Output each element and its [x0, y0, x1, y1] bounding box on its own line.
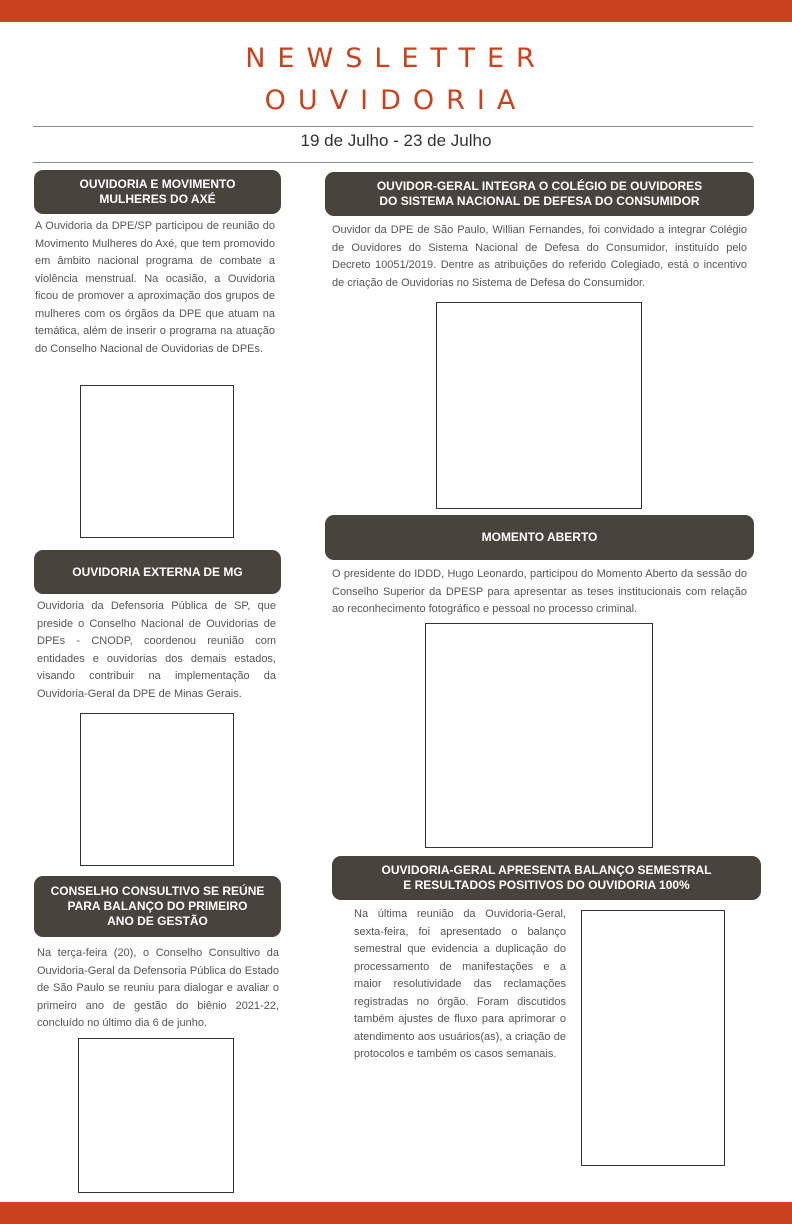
article-body-balanco-semestral: Na última reunião da Ouvidoria-Geral, sexta-feira, foi apresentado o balanço semestral que evidencia a duplicação do processamento de manifestações e a maior resolutividade das reclamações registradas no órgão. Foram discutidos também ajustes de fluxo para aprimorar o atendimento aos usuários(as), a criação de protocolos e também os casos semanais. [354, 908, 566, 1060]
article-photo-momento-aberto [425, 623, 653, 848]
article-body-momento-aberto: O presidente do IDDD, Hugo Leonardo, participou do Momento Aberto da sessão do Conselho Superior da DPESP para apresentar as teses institucionais com relação ao reconhecimento fotográfico e pessoal no processo criminal. [332, 568, 747, 615]
article-heading-momento-aberto: MOMENTO ABERTO [325, 515, 754, 560]
article-photo-mulheres-axe [80, 385, 234, 538]
newsletter-subtitle: ouvidoria [264, 74, 528, 118]
article-heading-ouvidoria-mg: OUVIDORIA EXTERNA DE MG [34, 550, 281, 594]
article-heading-mulheres-axe: OUVIDORIA E MOVIMENTO MULHERES DO AXÉ [34, 170, 281, 214]
article-body-ouvidoria-mg: Ouvidoria da Defensoria Pública de SP, que preside o Conselho Nacional de Ouvidorias de DPEs - CNODP, coordenou reunião com entidades e ouvidorias dos demais estados, visando contribuir na implementação da Ouvidoria-Geral da DPE de Minas Gerais. [37, 600, 276, 700]
article-body-colegio-ouvidores: Ouvidor da DPE de São Paulo, Willian Fernandes, foi convidado a integrar Colégio de Ouvidores do Sistema Nacional de Defesa do Consumidor, instituído pelo Decreto 10051/2019. Dentre as atribuições do referido Colegiado, está o incentivo de criação de Ouvidorias no Sistema de Defesa do Consumidor. [332, 224, 747, 289]
divider-bottom [33, 162, 753, 163]
article-heading-balanco-semestral: OUVIDORIA-GERAL APRESENTA BALANÇO SEMESTRAL E RESULTADOS POSITIVOS DO OUVIDORIA 100% [332, 856, 761, 900]
article-heading-colegio-ouvidores: OUVIDOR-GERAL INTEGRA O COLÉGIO DE OUVIDORES DO SISTEMA NACIONAL DE DEFESA DO CONSUMIDOR [325, 172, 754, 216]
divider-top [33, 126, 753, 127]
article-body-mulheres-axe: A Ouvidoria da DPE/SP participou de reunião do Movimento Mulheres do Axé, que tem promovido em âmbito nacional programa de combate a violência menstrual. Na ocasião, a Ouvidoria ficou de promover a aproximação dos grupos de mulheres com os órgãos da DPE que atuam na temática, além de inserir o programa na atuação do Conselho Nacional de Ouvidorias de DPEs. [35, 220, 275, 355]
top-accent-band [0, 0, 792, 22]
article-photo-balanco-semestral [581, 910, 725, 1166]
bottom-accent-band [0, 1202, 792, 1224]
article-heading-conselho-consultivo: CONSELHO CONSULTIVO SE REÚNE PARA BALANÇO DO PRIMEIRO ANO DE GESTÃO [34, 876, 281, 937]
newsletter-title: newsletter [245, 32, 547, 76]
date-range: 19 de Julho - 23 de Julho [300, 131, 492, 150]
article-photo-ouvidoria-mg [80, 713, 234, 866]
article-body-conselho-consultivo: Na terça-feira (20), o Conselho Consultivo da Ouvidoria-Geral da Defensoria Pública do Estado de São Paulo se reuniu para dialogar e avaliar o primeiro ano de gestão do biênio 2021-22, concluído no último dia 6 de junho. [37, 947, 279, 1029]
article-photo-conselho-consultivo [78, 1038, 234, 1193]
article-photo-colegio-ouvidores [436, 302, 642, 509]
